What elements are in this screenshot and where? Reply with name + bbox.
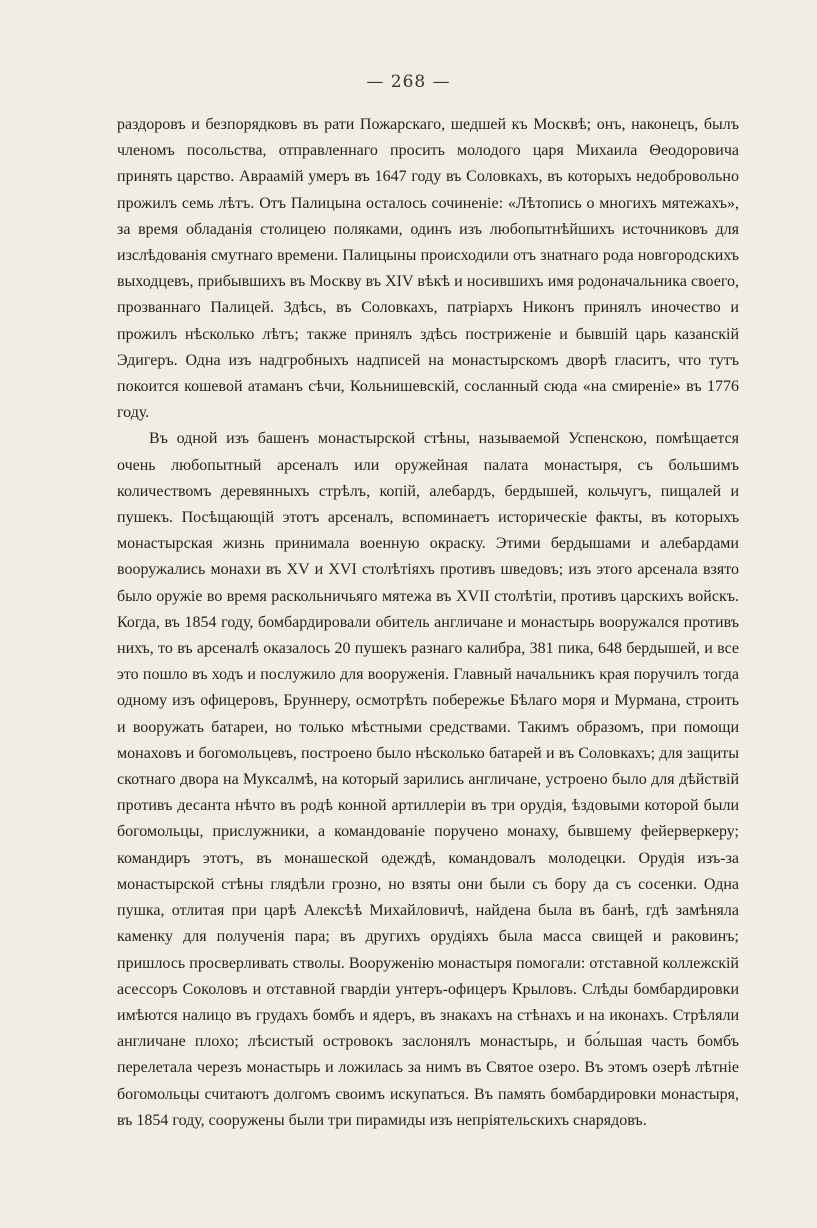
paragraph: раздоровъ и безпорядковъ въ рати Пожарскаго, шедшей къ Москвѣ; онъ, наконецъ, былъ членомъ посольства, отправленнаго просить молодого царя Михаила Θеодоровича принять царство. Авраамій умеръ въ 1647 году въ Соловкахъ, въ которыхъ недобровольно прожилъ семь лѣтъ. Отъ Палицына осталось сочиненіе: «Лѣтопись о многихъ мятежахъ», за время обладанія столицею поляками, одинъ изъ любопытнѣйшихъ источниковъ для изслѣдованія смутнаго времени. Палицыны происходили отъ знатнаго рода новгородскихъ выходцевъ, прибывшихъ въ Москву въ XIV вѣкѣ и носившихъ имя родоначальника своего, прозваннаго Палицей. Здѣсь, въ Соловкахъ, патріархъ Никонъ принялъ иночество и прожилъ нѣсколько лѣтъ; также принялъ здѣсь постриженіе и бывшій царь казанскій Эдигеръ. Одна изъ надгробныхъ надписей на монастырскомъ дворѣ гласитъ, что тутъ покоится кошевой атаманъ сѣчи, Кольнишевскій, сосланный сюда «на смиреніе» въ 1776 году. [117, 116, 739, 422]
page-number: — 268 — [366, 72, 451, 92]
paragraph: Въ одной изъ башенъ монастырской стѣны, называемой Успенскою, помѣщается очень любопытный арсеналъ или оружейная палата монастыря, съ большимъ количествомъ деревянныхъ стрѣлъ, копій, алебардъ, бердышей, кольчугъ, пищалей и пушекъ. Посѣщающій этотъ арсеналъ, вспоминаетъ историческіе факты, въ которыхъ монастырская жизнь принимала военную окраску. Этими бердышами и алебардами вооружались монахи въ XV и XVI столѣтіяхъ противъ шведовъ; изъ этого арсенала взято было оружіе во время раскольничьяго мятежа въ XVII столѣтіи, противъ царскихъ войскъ. Когда, въ 1854 году, бомбардировали обитель англичане и монастырь вооружался противъ нихъ, то въ арсеналѣ оказалось 20 пушекъ разнаго калибра, 381 пика, 648 бердышей, и все это пошло въ ходъ и послужило для вооруженія. Главный начальникъ края поручилъ тогда одному изъ офицеровъ, Бруннеру, осмотрѣть побережье Бѣлаго моря и Мурмана, строить и вооружать батареи, но только мѣстными средствами. Такимъ образомъ, при помощи монаховъ и богомольцевъ, построено было нѣсколько батарей и въ Соловкахъ; для защиты скотнаго двора на Муксалмѣ, на который зарились англичане, устроено было для дѣйствій противъ десанта нѣчто въ родѣ конной артиллеріи въ три орудія, ѣздовыми которой были богомольцы, прислужники, а командованіе поручено монаху, бывшему фейерверкеру; командиръ этотъ, въ монашеской одеждѣ, командовалъ молодецки. Орудія изъ-за монастырской стѣны глядѣли грозно, но взяты они были съ бору да съ сосенки. Одна пушка, отлитая при царѣ Алексѣѣ Михайловичѣ, найдена была въ банѣ, гдѣ замѣняла каменку для полученія пара; въ другихъ орудіяхъ была масса свищей и раковинъ; пришлось просверливать стволы. Вооруженію монастыря помогали: отставной коллежскій асессоръ Соколовъ и отставной гвардіи унтеръ-офицеръ Крыловъ. Слѣды бомбардировки имѣются налицо въ грудахъ бомбъ и ядеръ, въ знакахъ на стѣнахъ и на иконахъ. Стрѣляли англичане плохо; лѣсистый островокъ заслонялъ монастырь, и бо́льшая часть бомбъ перелетала черезъ монастырь и ложилась за нимъ въ Святое озеро. Въ этомъ озерѣ лѣтніе богомольцы считаютъ долгомъ своимъ искупаться. Въ память бомбардировки монастыря, въ 1854 году, сооружены были три пирамиды изъ непріятельскихъ снарядовъ. [117, 430, 739, 1129]
body-text [117, 112, 739, 1134]
